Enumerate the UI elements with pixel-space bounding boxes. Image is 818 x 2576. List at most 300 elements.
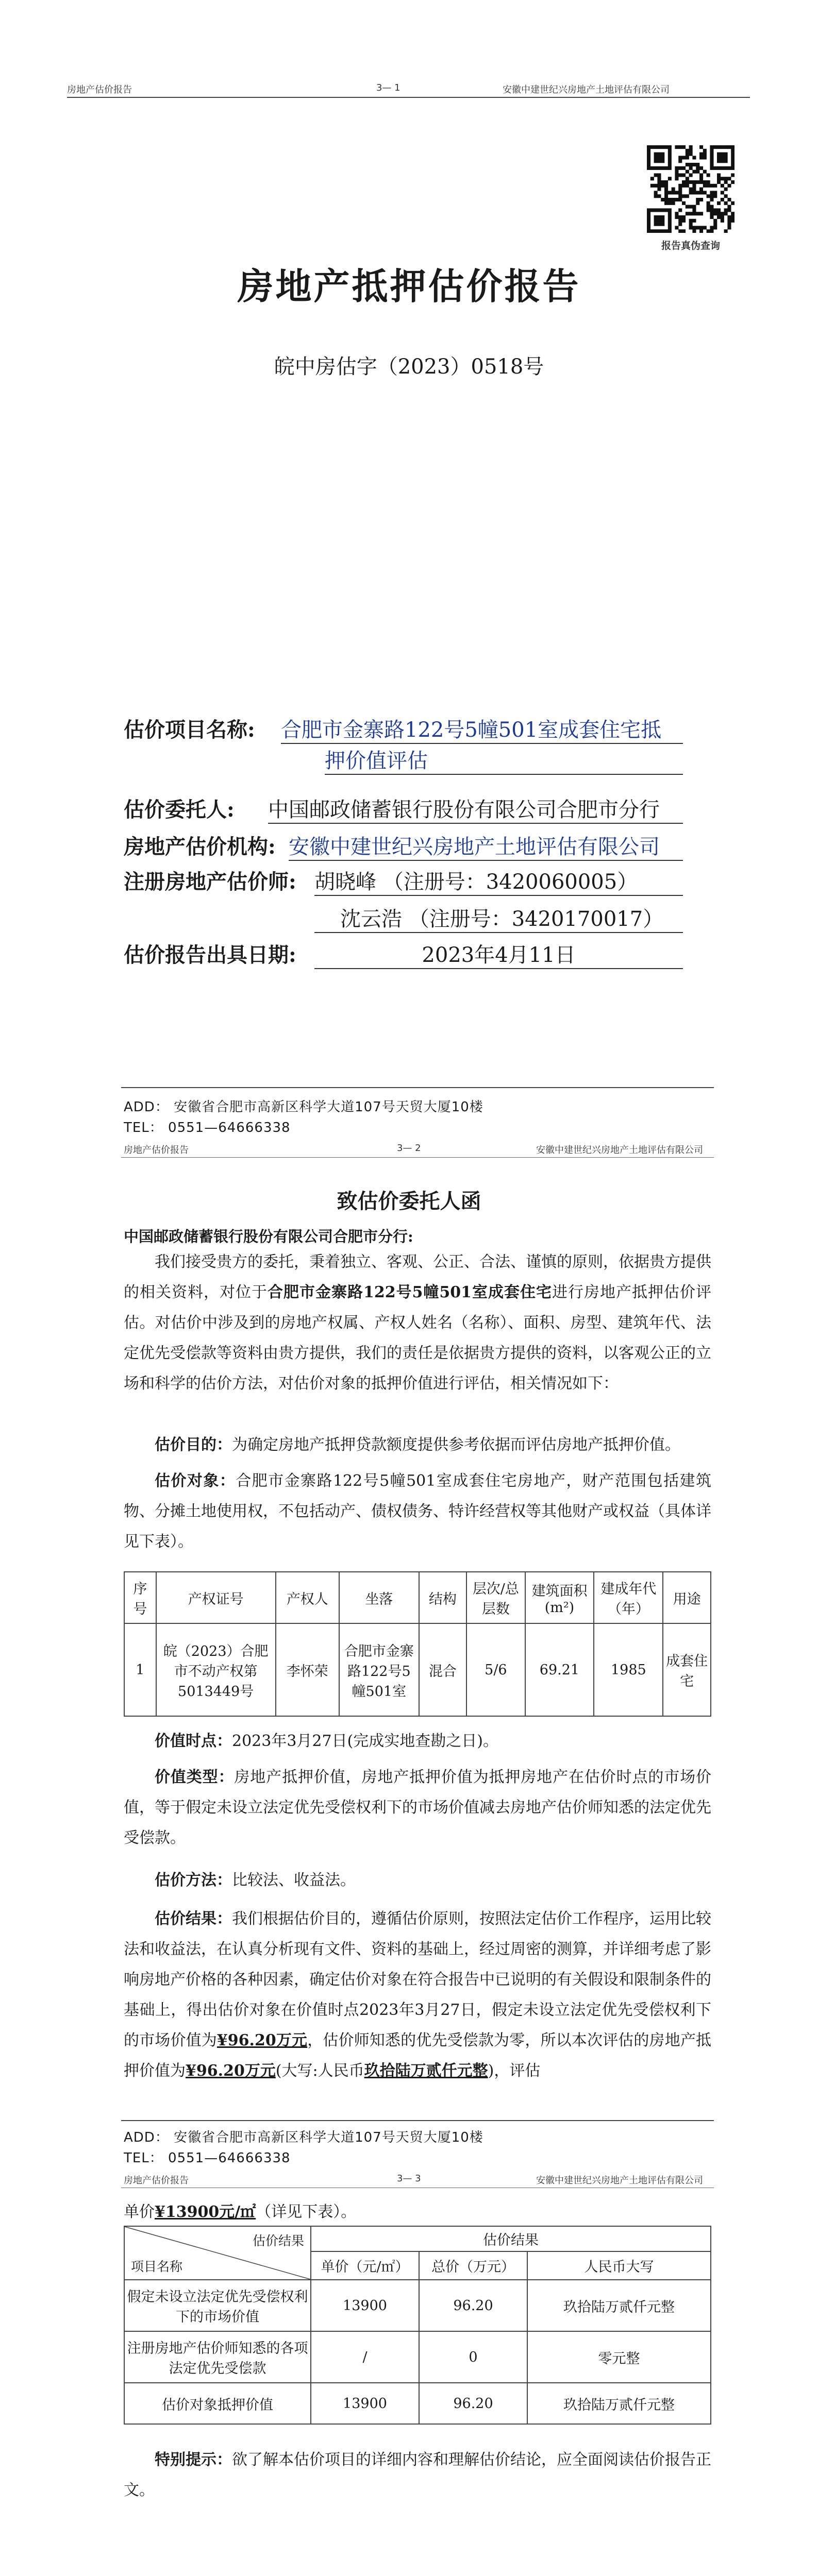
subject-address: 合肥市金寨路122号5幢501室成套住宅 (267, 1283, 553, 1301)
qr-module (650, 177, 654, 180)
qr-module (699, 212, 703, 215)
table-cell: 合肥市金寨路122号5幢501室 (339, 1623, 419, 1716)
qr-module (661, 223, 664, 226)
qr-module (717, 152, 721, 156)
qr-caption: 报告真伪查询 (661, 240, 720, 251)
qr-module (713, 184, 717, 188)
appraiser-label: 注册房地产估价师: (124, 870, 296, 894)
letter-addressee: 中国邮政储蓄银行股份有限公司合肥市分行: (124, 1228, 413, 1245)
qr-module (664, 145, 668, 149)
qr-module (647, 226, 650, 229)
qr-module (689, 173, 693, 177)
qr-module (692, 226, 696, 229)
qr-module (668, 152, 672, 156)
qr-module (721, 215, 724, 219)
qr-module (692, 188, 696, 191)
qr-module (710, 149, 713, 152)
qr-module (717, 173, 721, 177)
qr-module (724, 194, 728, 198)
qr-module (654, 229, 658, 233)
qr-module (721, 219, 724, 223)
qr-module (710, 152, 713, 156)
qr-module (696, 201, 699, 205)
qr-module (703, 156, 707, 159)
qr-module (703, 170, 707, 174)
qr-module (689, 219, 693, 223)
qr-module (721, 177, 724, 180)
page-header-number: 3— 1 (376, 82, 400, 93)
qr-module (727, 223, 731, 226)
qr-module (675, 145, 678, 149)
result-table (124, 2226, 711, 2425)
qr-module (682, 194, 686, 198)
qr-module (710, 198, 713, 201)
col-header: 结构 (419, 1572, 467, 1623)
purpose-paragraph: 估价目的：为确定房地产抵押贷款额度提供参考依据而评估房地产抵押价值。 (155, 1436, 680, 1454)
qr-module (727, 219, 731, 223)
qr-module (668, 229, 672, 233)
col-header: 坐落 (339, 1572, 419, 1623)
qr-module (668, 159, 672, 163)
qr-module (654, 223, 658, 226)
qr-module (692, 205, 696, 209)
qr-module (668, 212, 672, 215)
qr-module (699, 180, 703, 184)
qr-module (647, 219, 650, 223)
qr-module (707, 184, 710, 188)
special-note-paragraph: 特别提示：欲了解本估价项目的详细内容和理解估价结论，应全面阅读估价报告正文。 (124, 2451, 711, 2499)
cover-title: 房地产抵押估价报告 (237, 265, 581, 308)
qr-module (699, 191, 703, 194)
qr-module (678, 194, 682, 198)
qr-module (668, 149, 672, 152)
qr-module (717, 177, 721, 180)
qr-module (727, 208, 731, 212)
qr-module (682, 180, 686, 184)
qr-module (661, 180, 664, 184)
object-paragraph: 估价对象：合肥市金寨路122号5幢501室成套住宅房地产，财产范围包括建筑物、分摊土地使用权，不包括动产、债权债务、特许经营权等其他财产或权益（具体详见下表）。 (124, 1472, 711, 1551)
qr-module (678, 229, 682, 233)
table-cell: 混合 (419, 1623, 467, 1716)
mortgage-value-uppercase: 玖拾陆万贰仟元整 (364, 2062, 488, 2080)
qr-module (654, 208, 658, 212)
qr-module (724, 229, 728, 233)
qr-module (699, 152, 703, 156)
table-cell: 69.21 (525, 1623, 594, 1716)
qr-module (692, 184, 696, 188)
qr-module (678, 184, 682, 188)
market-value: ¥96.20万元 (216, 2031, 308, 2049)
qr-module (675, 170, 678, 174)
qr-module (710, 191, 713, 194)
qr-module (731, 212, 734, 215)
qr-module (689, 145, 693, 149)
qr-module (689, 149, 693, 152)
qr-module (675, 177, 678, 180)
qr-module (727, 177, 731, 180)
table-cell: / (311, 2331, 419, 2383)
qr-module (699, 145, 703, 149)
qr-module (721, 152, 724, 156)
qr-module (686, 180, 689, 184)
qr-module (710, 212, 713, 215)
qr-module (713, 212, 717, 215)
qr-module (689, 226, 693, 229)
qr-module (724, 180, 728, 184)
qr-module (650, 208, 654, 212)
table-row (124, 2331, 711, 2383)
header-rule (121, 1157, 714, 1158)
qr-module (689, 188, 693, 191)
qr-module (657, 173, 661, 177)
qr-module (664, 194, 668, 198)
method-paragraph: 估价方法：比较法、收益法。 (155, 1871, 356, 1889)
qr-module (710, 208, 713, 212)
agency-value: 安徽中建世纪兴房地产土地评估有限公司 (289, 831, 683, 861)
qr-module (721, 156, 724, 159)
result-paragraph: 估价结果：我们根据估价目的，遵循估价原则，按照法定估价工作程序，运用比较法和收益法，在认真分析现有文件、资料的基础上，经过周密的测算，并详细考虑了影响房地产价格的各种因素，确定估价对象在符合报告中已说明的有关假设和限制条件的基础上，得出估价对象在价值时点2023年3月27日，假定未设立法定优先受偿权利下的市场价值为¥96.20万元，估价师知悉的优先受偿款为零，所以本次评估的房地产抵押价值为¥96.20万元(大写:人民币玖拾陆万贰仟元整)，评估 (124, 1910, 712, 2080)
qr-module (661, 166, 664, 170)
qr-module (689, 163, 693, 166)
report-date-value: 2023年4月11日 (314, 939, 683, 969)
qr-module (657, 184, 661, 188)
qr-module (707, 205, 710, 209)
qr-module (689, 191, 693, 194)
qr-module (721, 212, 724, 215)
qr-module (668, 198, 672, 201)
qr-module (710, 159, 713, 163)
appraiser-2: 沈云浩 （注册号：3420170017） (314, 903, 683, 933)
qr-module (682, 201, 686, 205)
qr-module (710, 229, 713, 233)
qr-module (731, 159, 734, 163)
qr-module (699, 177, 703, 180)
qr-module (710, 194, 713, 198)
value-date-paragraph: 价值时点：2023年3月27日(完成实地查勘之日)。 (155, 1732, 499, 1750)
page-header-number: 3— 2 (397, 1143, 421, 1154)
table-cell: 0 (419, 2331, 527, 2383)
qr-code-icon[interactable] (647, 145, 734, 233)
table-cell: 13900 (311, 2383, 419, 2424)
qr-module (692, 156, 696, 159)
qr-module (696, 180, 699, 184)
qr-module (654, 173, 658, 177)
footer-rule (121, 1087, 714, 1088)
table-row (124, 2280, 711, 2331)
qr-module (696, 191, 699, 194)
table-cell: 成套住宅 (663, 1623, 711, 1716)
qr-module (713, 226, 717, 229)
qr-module (678, 145, 682, 149)
qr-module (717, 145, 721, 149)
table-cell: 96.20 (419, 2280, 527, 2331)
qr-module (692, 163, 696, 166)
qr-module (657, 188, 661, 191)
qr-module (664, 188, 668, 191)
qr-module (654, 194, 658, 198)
table-cell: 1 (124, 1623, 156, 1716)
qr-module (675, 173, 678, 177)
qr-module (710, 184, 713, 188)
table-cell: 玖拾陆万贰仟元整 (527, 2383, 711, 2424)
qr-module (682, 215, 686, 219)
qr-module (647, 208, 650, 212)
qr-module (731, 201, 734, 205)
qr-module (721, 159, 724, 163)
qr-module (675, 198, 678, 201)
qr-module (682, 173, 686, 177)
qr-module (664, 180, 668, 184)
col-header: 序号 (124, 1572, 156, 1623)
qr-module (675, 212, 678, 215)
qr-module (664, 166, 668, 170)
qr-module (664, 201, 668, 205)
value-type-paragraph: 价值类型：房地产抵押价值，房地产抵押价值为抵押房地产在估价时点的市场价值，等于假定未设立法定优先受偿权利下的市场价值减去房地产估价师知悉的法定优先受偿款。 (124, 1768, 712, 1847)
property-table (124, 1571, 711, 1717)
page-header-title: 房地产估价报告 (124, 2175, 189, 2186)
qr-module (654, 184, 658, 188)
qr-module (727, 198, 731, 201)
mortgage-value: ¥96.20万元 (186, 2062, 276, 2080)
page-header-company: 安徽中建世纪兴房地产土地评估有限公司 (503, 84, 670, 95)
qr-module (654, 219, 658, 223)
qr-module (727, 145, 731, 149)
qr-module (678, 188, 682, 191)
qr-module (699, 173, 703, 177)
footer-tel: TEL： 0551—64666338 (124, 1120, 291, 1136)
qr-module (682, 166, 686, 170)
qr-module (661, 219, 664, 223)
qr-module (657, 166, 661, 170)
qr-module (668, 219, 672, 223)
footer-address: ADD： 安徽省合肥市高新区科学大道107号天贸大厦10楼 (124, 1099, 483, 1115)
qr-module (707, 173, 710, 177)
qr-module (721, 191, 724, 194)
qr-module (675, 166, 678, 170)
qr-module (699, 188, 703, 191)
qr-module (654, 145, 658, 149)
qr-code-graphic (647, 145, 734, 233)
qr-module (692, 229, 696, 233)
qr-module (672, 191, 675, 194)
qr-module (710, 156, 713, 159)
qr-module (650, 184, 654, 188)
qr-module (707, 208, 710, 212)
qr-module (647, 145, 650, 149)
col-header: 建成年代（年） (594, 1572, 663, 1623)
qr-module (696, 166, 699, 170)
qr-module (727, 215, 731, 219)
qr-module (686, 212, 689, 215)
table-cell: 皖（2023）合肥市不动产权第5013449号 (156, 1623, 276, 1716)
qr-module (647, 223, 650, 226)
qr-module (692, 219, 696, 223)
qr-module (668, 223, 672, 226)
qr-module (699, 229, 703, 233)
qr-module (713, 219, 717, 223)
qr-module (686, 177, 689, 180)
table-row (124, 1623, 711, 1716)
diagonal-header-cell (124, 2226, 311, 2280)
qr-module (713, 223, 717, 226)
unit-price-line: 单价¥13900元/㎡（详见下表）。 (124, 2203, 357, 2221)
qr-module (654, 156, 658, 159)
qr-module (650, 229, 654, 233)
qr-module (724, 152, 728, 156)
table-cell: 96.20 (419, 2383, 527, 2424)
qr-module (686, 205, 689, 209)
qr-module (661, 156, 664, 159)
table-cell: 假定未设立法定优先受偿权利下的市场价值 (124, 2280, 311, 2331)
page-header-number: 3— 3 (397, 2173, 421, 2184)
table-cell: 1985 (594, 1623, 663, 1716)
qr-module (661, 145, 664, 149)
col-header: 单价（元/㎡） (311, 2251, 419, 2280)
qr-module (668, 191, 672, 194)
qr-module (721, 198, 724, 201)
qr-module (657, 215, 661, 219)
qr-module (675, 226, 678, 229)
qr-module (682, 184, 686, 188)
qr-module (672, 201, 675, 205)
qr-module (668, 166, 672, 170)
project-name-value-2: 押价值评估 (325, 744, 683, 775)
qr-module (657, 208, 661, 212)
footer-address: ADD： 安徽省合肥市高新区科学大道107号天贸大厦10楼 (124, 2130, 483, 2145)
qr-module (731, 152, 734, 156)
qr-module (731, 163, 734, 166)
qr-module (717, 208, 721, 212)
qr-module (678, 173, 682, 177)
qr-module (713, 145, 717, 149)
qr-module (703, 226, 707, 229)
footer-tel: TEL： 0551—64666338 (124, 2150, 291, 2166)
qr-module (696, 198, 699, 201)
footer-rule (121, 2120, 714, 2121)
qr-module (707, 201, 710, 205)
qr-module (686, 163, 689, 166)
appraiser-1: 胡晓峰 （注册号：3420060005） (314, 866, 683, 896)
qr-module (696, 212, 699, 215)
qr-module (727, 205, 731, 209)
qr-module (710, 163, 713, 166)
qr-module (657, 152, 661, 156)
qr-module (661, 152, 664, 156)
qr-module (713, 208, 717, 212)
qr-module (703, 180, 707, 184)
qr-module (724, 166, 728, 170)
qr-module (647, 166, 650, 170)
unit-price-value: ¥13900元/㎡ (155, 2203, 256, 2221)
col-header: 用途 (663, 1572, 711, 1623)
qr-module (689, 166, 693, 170)
qr-module (657, 219, 661, 223)
page-header-company: 安徽中建世纪兴房地产土地评估有限公司 (536, 2175, 703, 2186)
diag-top-label: 估价结果 (252, 2233, 304, 2248)
project-name-label: 估价项目名称: (124, 718, 255, 742)
qr-module (657, 223, 661, 226)
qr-module (650, 145, 654, 149)
agency-label: 房地产估价机构: (124, 835, 276, 859)
qr-module (713, 194, 717, 198)
qr-module (710, 226, 713, 229)
qr-module (650, 166, 654, 170)
page-header-company: 安徽中建世纪兴房地产土地评估有限公司 (536, 1145, 703, 1156)
qr-module (727, 226, 731, 229)
qr-module (717, 215, 721, 219)
qr-module (731, 149, 734, 152)
qr-module (657, 194, 661, 198)
qr-module (678, 223, 682, 226)
qr-module (717, 166, 721, 170)
qr-module (657, 229, 661, 233)
qr-module (727, 166, 731, 170)
qr-module (721, 145, 724, 149)
letter-title: 致估价委托人函 (337, 1189, 481, 1213)
qr-module (678, 156, 682, 159)
qr-module (703, 184, 707, 188)
qr-module (699, 226, 703, 229)
qr-module (682, 145, 686, 149)
qr-module (731, 173, 734, 177)
qr-module (668, 156, 672, 159)
qr-module (689, 180, 693, 184)
qr-module (654, 215, 658, 219)
qr-module (668, 177, 672, 180)
qr-module (721, 184, 724, 188)
qr-module (724, 145, 728, 149)
qr-module (724, 201, 728, 205)
qr-module (668, 208, 672, 212)
table-cell: 注册房地产估价师知悉的各项法定优先受偿款 (124, 2331, 311, 2383)
qr-module (696, 163, 699, 166)
qr-module (710, 166, 713, 170)
qr-module (668, 145, 672, 149)
qr-module (678, 198, 682, 201)
qr-module (647, 152, 650, 156)
qr-module (686, 152, 689, 156)
col-header: 产权证号 (156, 1572, 276, 1623)
qr-module (703, 152, 707, 156)
qr-module (647, 229, 650, 233)
qr-module (717, 159, 721, 163)
qr-module (678, 159, 682, 163)
report-date-label: 估价报告出具日期: (124, 943, 296, 967)
qr-module (696, 226, 699, 229)
qr-module (678, 166, 682, 170)
qr-module (703, 149, 707, 152)
qr-module (686, 194, 689, 198)
col-header: 总价（万元） (419, 2251, 527, 2280)
qr-module (731, 215, 734, 219)
qr-module (682, 229, 686, 233)
table-cell: 5/6 (466, 1623, 525, 1716)
table-cell: 玖拾陆万贰仟元整 (527, 2280, 711, 2331)
col-header: 人民币大写 (527, 2251, 711, 2280)
qr-module (664, 208, 668, 212)
qr-module (661, 159, 664, 163)
qr-module (689, 212, 693, 215)
table-cell: 李怀荣 (276, 1623, 340, 1716)
qr-module (696, 170, 699, 174)
qr-module (699, 156, 703, 159)
qr-module (724, 208, 728, 212)
qr-module (654, 159, 658, 163)
qr-module (731, 219, 734, 223)
qr-module (661, 184, 664, 188)
report-number: 皖中房估字（2023）0518号 (274, 355, 544, 379)
qr-module (731, 145, 734, 149)
